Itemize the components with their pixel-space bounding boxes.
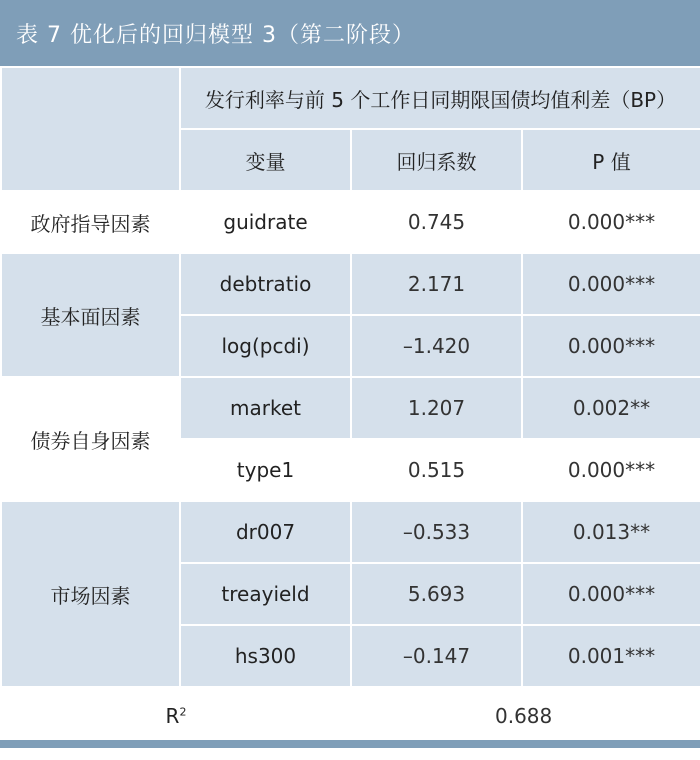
- group-label: 市场因素: [1, 501, 180, 687]
- coefficient-cell: –1.420: [351, 315, 522, 377]
- p-value-cell: 0.000***: [522, 191, 700, 253]
- variable-cell: market: [180, 377, 351, 439]
- coefficient-cell: 2.171: [351, 253, 522, 315]
- group-label: 基本面因素: [1, 253, 180, 377]
- header-blank-cell: [1, 67, 180, 191]
- p-value-cell: 0.002**: [522, 377, 700, 439]
- variable-cell: hs300: [180, 625, 351, 687]
- r-squared-value: 0.688: [351, 687, 700, 745]
- coefficient-column-header: 回归系数: [351, 129, 522, 191]
- variable-cell: type1: [180, 439, 351, 501]
- regression-table: [0, 66, 700, 746]
- coefficient-cell: 5.693: [351, 563, 522, 625]
- dependent-variable-header: 发行利率与前 5 个工作日同期限国债均值利差（BP）: [180, 67, 700, 129]
- table-row: [1, 501, 700, 563]
- variable-cell: treayield: [180, 563, 351, 625]
- coefficient-cell: 1.207: [351, 377, 522, 439]
- coefficient-cell: 0.515: [351, 439, 522, 501]
- coefficient-cell: 0.745: [351, 191, 522, 253]
- group-label: 政府指导因素: [1, 191, 180, 253]
- p-value-cell: 0.013**: [522, 501, 700, 563]
- coefficient-cell: –0.533: [351, 501, 522, 563]
- p-value-column-header: P 值: [522, 129, 700, 191]
- group-label: 债券自身因素: [1, 377, 180, 501]
- variable-column-header: 变量: [180, 129, 351, 191]
- table-title: 表 7 优化后的回归模型 3（第二阶段）: [0, 0, 700, 66]
- p-value-cell: 0.000***: [522, 253, 700, 315]
- table-row: [1, 191, 700, 253]
- variable-cell: guidrate: [180, 191, 351, 253]
- r-squared-row: [1, 687, 700, 745]
- p-value-cell: 0.000***: [522, 439, 700, 501]
- p-value-cell: 0.000***: [522, 563, 700, 625]
- variable-cell: debtratio: [180, 253, 351, 315]
- variable-cell: dr007: [180, 501, 351, 563]
- r-squared-label: $R^2$: [1, 687, 351, 745]
- p-value-cell: 0.000***: [522, 315, 700, 377]
- table-row: [1, 253, 700, 315]
- bottom-rule: [0, 740, 700, 748]
- variable-cell: log(pcdi): [180, 315, 351, 377]
- table-row: [1, 377, 700, 439]
- coefficient-cell: –0.147: [351, 625, 522, 687]
- p-value-cell: 0.001***: [522, 625, 700, 687]
